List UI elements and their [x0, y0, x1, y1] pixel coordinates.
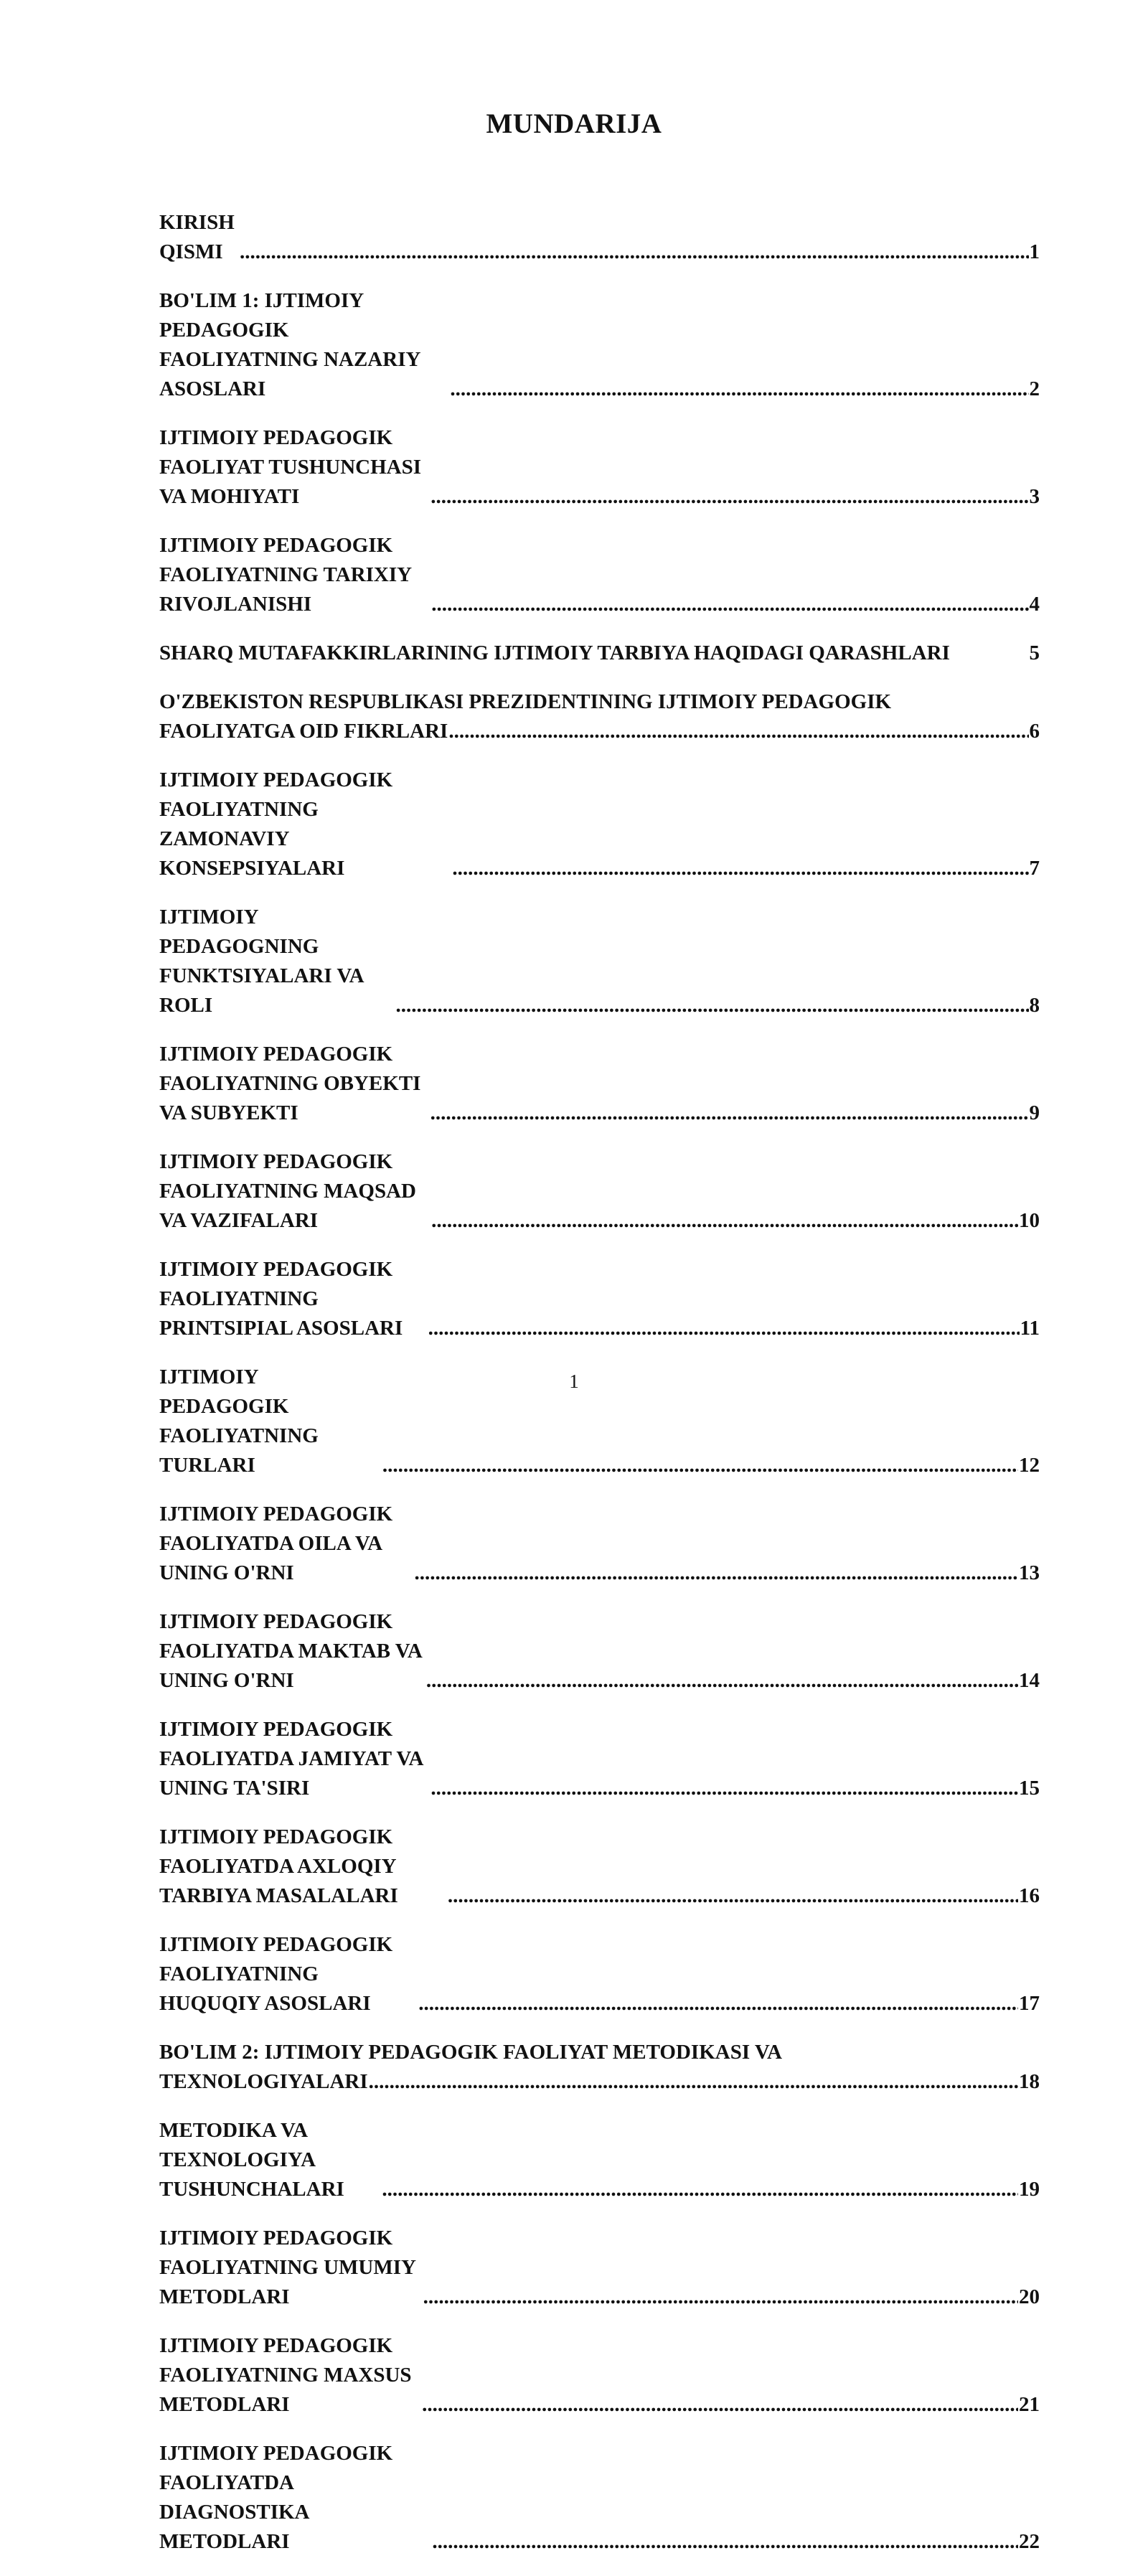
dot-leader	[382, 2175, 1018, 2204]
toc-page-number: 12	[1019, 1454, 1040, 1477]
toc-entry-metodika[interactable]	[159, 2116, 1040, 2204]
toc-page-number: 11	[1020, 1317, 1040, 1340]
toc-page-number: 17	[1019, 1992, 1040, 2015]
toc-entry-label: SHARQ MUTAFAKKIRLARINING IJTIMOIY TARBIYA HAQIDAGI QARASHLARI	[159, 641, 950, 664]
toc-entry-sharq[interactable]	[159, 639, 1040, 668]
toc-entry-label-line2: TEXNOLOGIYALARI	[159, 2070, 368, 2093]
toc-entry-label: IJTIMOIY PEDAGOGIK FAOLIYATDA DIAGNOSTIKA METODLARI	[159, 2442, 393, 2553]
dot-leader	[240, 238, 1028, 267]
dot-leader	[418, 1989, 1018, 2018]
toc-entry-tarixiy[interactable]	[159, 531, 1040, 619]
page-title: MUNDARIJA	[486, 108, 662, 139]
toc-entry-oila[interactable]	[159, 1500, 1040, 1588]
dot-leader	[431, 590, 1028, 619]
toc-entry-obyekti[interactable]	[159, 1040, 1040, 1128]
toc-entry-label-line2: FAOLIYATGA OID FIKRLARI	[159, 720, 448, 743]
toc-entry-label: IJTIMOIY PEDAGOGIK FAOLIYATNING UMUMIY METODLARI	[159, 2227, 415, 2308]
toc-page-number: 18	[1019, 2070, 1040, 2093]
toc-entry-axloqiy[interactable]	[159, 1823, 1040, 1911]
toc-page-number: 7	[1029, 857, 1040, 880]
toc-entry-kirish[interactable]	[159, 208, 1040, 267]
toc-entry-label: IJTIMOIY PEDAGOGIK FAOLIYAT TUSHUNCHASI VA MOHIYATI	[159, 426, 422, 508]
toc-page-number: 5	[1029, 641, 1040, 664]
dot-leader	[452, 854, 1028, 883]
toc-entry-maqsad[interactable]	[159, 1147, 1040, 1236]
dot-leader	[448, 1881, 1018, 1911]
toc-page-number: 9	[1029, 1101, 1040, 1124]
toc-entry-huquqiy[interactable]	[159, 1930, 1040, 2018]
toc-page-number: 20	[1019, 2285, 1040, 2308]
dot-leader	[422, 2390, 1018, 2420]
dot-leader	[395, 991, 1028, 1020]
dot-leader	[430, 482, 1028, 512]
toc-entry-prezident[interactable]	[159, 687, 1040, 746]
toc-entry-label: IJTIMOIY PEDAGOGIK FAOLIYATNING OBYEKTI VA SUBYEKTI	[159, 1043, 421, 1124]
toc-page-number: 10	[1019, 1209, 1040, 1232]
toc-entry-konsepsiyalari[interactable]	[159, 766, 1040, 883]
toc-page-number: 13	[1019, 1561, 1040, 1584]
dot-leader	[415, 1559, 1019, 1588]
toc-page-number: 22	[1019, 2530, 1040, 2553]
toc-entry-label: IJTIMOIY PEDAGOGIK FAOLIYATNING MAQSAD VA VAZIFALARI	[159, 1150, 416, 1232]
toc-entry-printsipial[interactable]	[159, 1255, 1040, 1343]
toc-page-number: 1	[1029, 240, 1040, 263]
toc-entry-bolim-2[interactable]	[159, 2038, 1040, 2097]
toc-entry-label: BO'LIM 1: IJTIMOIY PEDAGOGIK FAOLIYATNING NAZARIY ASOSLARI	[159, 289, 420, 400]
toc-page-number: 8	[1029, 994, 1040, 1017]
toc-page-number: 2	[1029, 377, 1040, 400]
toc-entry-label: KIRISH QISMI	[159, 211, 235, 263]
toc-entry-label: IJTIMOIY PEDAGOGIK FAOLIYATDA OILA VA UNING O'RNI	[159, 1503, 393, 1584]
toc-entry-label: IJTIMOIY PEDAGOGNING FUNKTSIYALARI VA ROLI	[159, 906, 363, 1017]
dot-leader	[432, 2527, 1018, 2557]
dot-leader	[448, 717, 1028, 746]
toc-entry-maktab[interactable]	[159, 1607, 1040, 1696]
toc-entry-umumiy[interactable]	[159, 2224, 1040, 2312]
toc-page-number: 21	[1019, 2393, 1040, 2416]
toc-page-number: 15	[1019, 1777, 1040, 1800]
dot-leader	[426, 1666, 1018, 1696]
dot-leader	[423, 2283, 1018, 2312]
dot-leader	[369, 2067, 1018, 2097]
dot-leader	[428, 1314, 1020, 1343]
toc-entry-label: METODIKA VA TEXNOLOGIYA TUSHUNCHALARI	[159, 2119, 344, 2201]
toc-entry-label: IJTIMOIY PEDAGOGIK FAOLIYATNING HUQUQIY ASOSLARI	[159, 1933, 393, 2015]
dot-leader	[382, 1451, 1018, 1480]
toc-entry-label-line1: BO'LIM 2: IJTIMOIY PEDAGOGIK FAOLIYAT METODIKASI VA	[159, 2041, 783, 2064]
toc-entry-label: IJTIMOIY PEDAGOGIK FAOLIYATNING TARIXIY RIVOJLANISHI	[159, 534, 412, 616]
toc-page-number: 4	[1029, 593, 1040, 616]
toc-entry-maxsus[interactable]	[159, 2331, 1040, 2420]
dot-leader	[430, 1099, 1029, 1128]
page-footer-number: 1	[569, 1371, 579, 1392]
dot-leader	[450, 375, 1028, 404]
toc-page-number: 14	[1019, 1669, 1040, 1692]
toc-page-number: 16	[1019, 1884, 1040, 1907]
toc-entry-jamiyat[interactable]	[159, 1715, 1040, 1803]
toc-entry-diagnostika[interactable]	[159, 2439, 1040, 2557]
toc-entry-label: IJTIMOIY PEDAGOGIK FAOLIYATNING MAXSUS METODLARI	[159, 2334, 412, 2416]
toc-entry-bolim-1[interactable]	[159, 286, 1040, 404]
toc-entry-tushunchasi[interactable]	[159, 423, 1040, 512]
toc-entry-label: IJTIMOIY PEDAGOGIK FAOLIYATDA AXLOQIY TARBIYA MASALALARI	[159, 1825, 398, 1907]
dot-leader	[430, 1774, 1018, 1803]
toc-page-number: 6	[1029, 720, 1040, 743]
toc-entry-funktsiyalari[interactable]	[159, 903, 1040, 1020]
toc-entry-label: IJTIMOIY PEDAGOGIK FAOLIYATNING PRINTSIPIAL ASOSLARI	[159, 1258, 403, 1340]
toc-entry-label: IJTIMOIY PEDAGOGIK FAOLIYATDA JAMIYAT VA UNING TA'SIRI	[159, 1718, 423, 1800]
toc-entry-label: IJTIMOIY PEDAGOGIK FAOLIYATDA MAKTAB VA UNING O'RNI	[159, 1610, 422, 1692]
dot-leader	[431, 1206, 1018, 1236]
toc-entry-label: IJTIMOIY PEDAGOGIK FAOLIYATNING ZAMONAVIY KONSEPSIYALARI	[159, 768, 393, 880]
toc-entry-label: IJTIMOIY PEDAGOGIK FAOLIYATNING TURLARI	[159, 1365, 319, 1477]
toc-page-number: 3	[1029, 485, 1040, 508]
toc-entry-label-line1: O'ZBEKISTON RESPUBLIKASI PREZIDENTINING IJTIMOIY PEDAGOGIK	[159, 690, 892, 713]
toc-page-number: 19	[1019, 2178, 1040, 2201]
